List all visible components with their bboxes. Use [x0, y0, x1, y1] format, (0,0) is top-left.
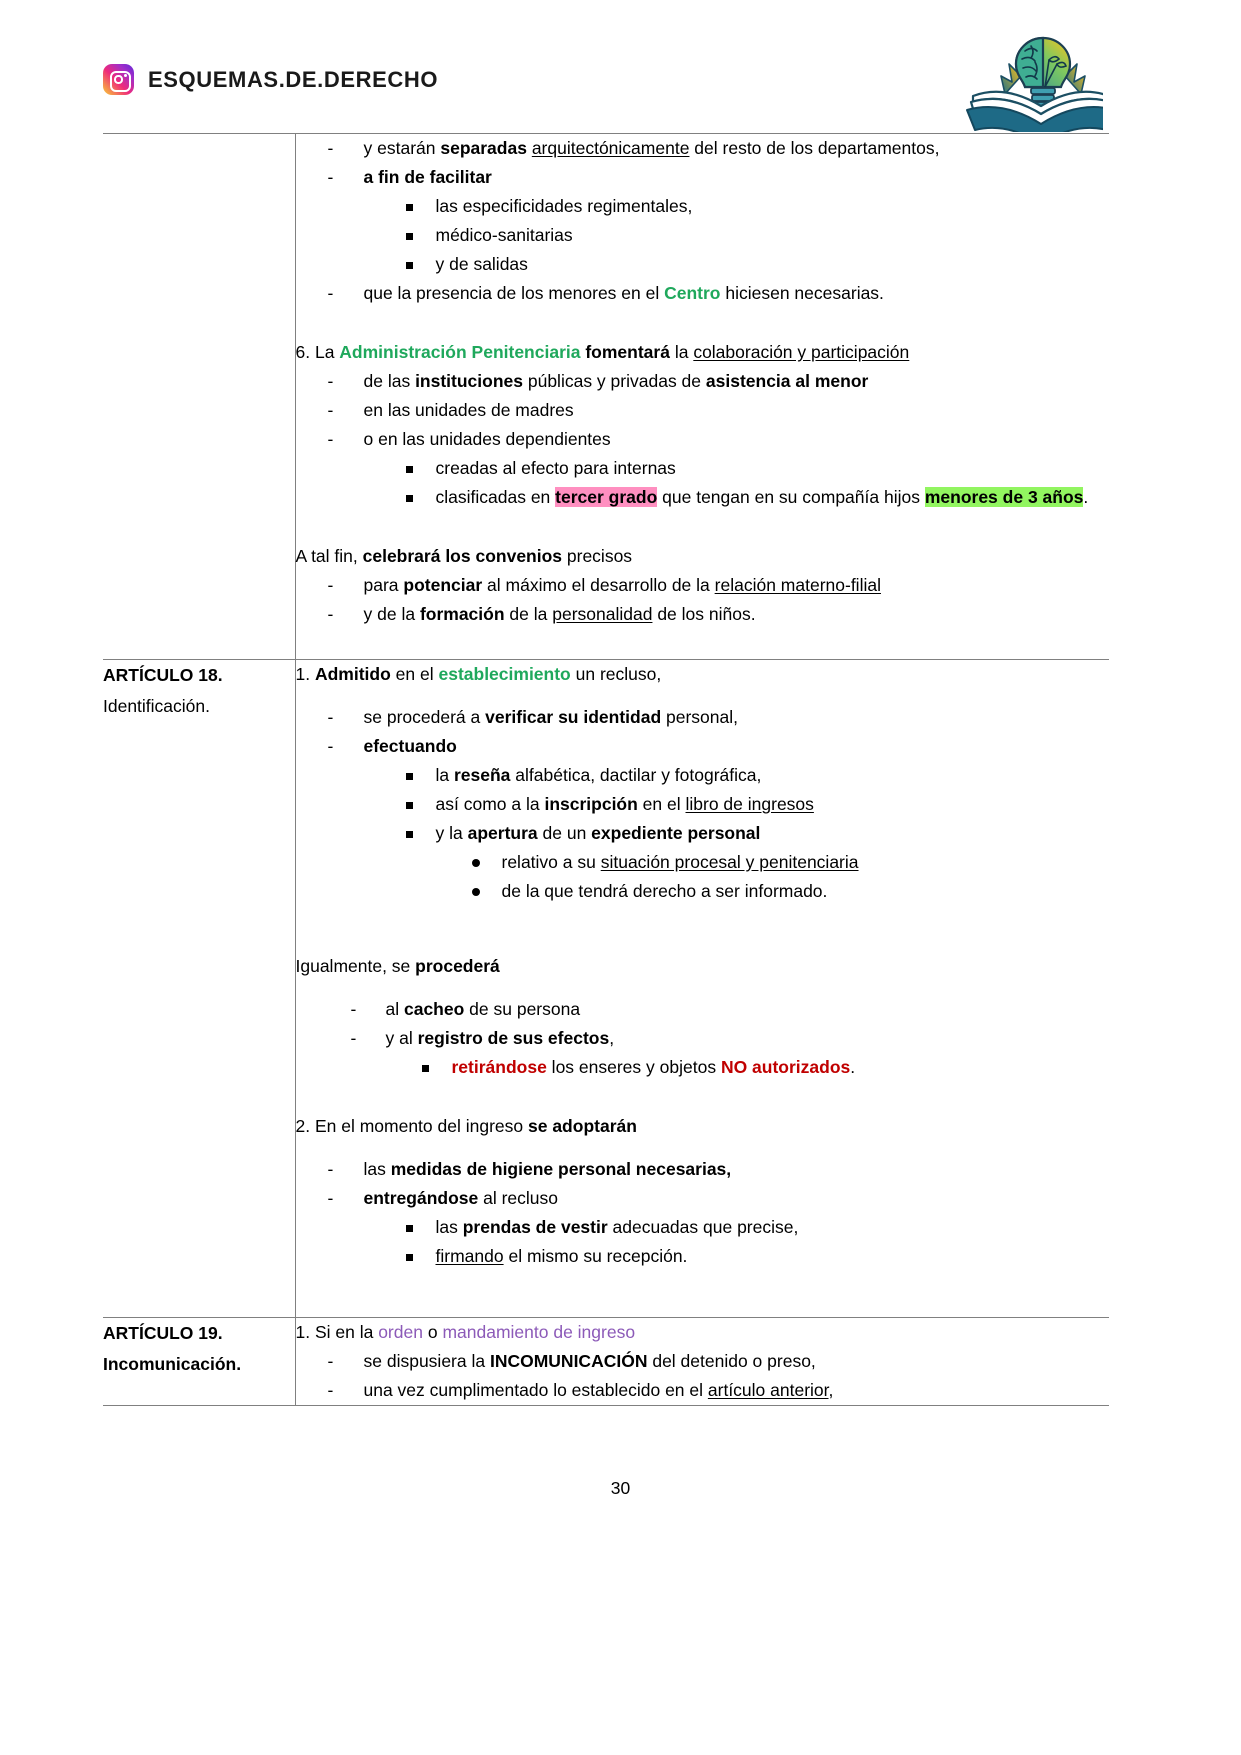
- list-level-2: [296, 1213, 1110, 1271]
- text-run: al máximo el desarrollo de la: [482, 575, 715, 595]
- text-run: del resto de los departamentos,: [689, 138, 940, 158]
- text-run-bold: celebrará los convenios: [362, 546, 563, 566]
- table-row: [103, 1318, 1109, 1406]
- text-run-bold: efectuando: [363, 736, 457, 756]
- text-run: una vez cumplimentado lo establecido en el: [363, 1380, 708, 1400]
- text-run: y estarán: [363, 138, 441, 158]
- article-label-cell: [103, 1318, 295, 1406]
- list-item: [296, 571, 1110, 600]
- text-run-underline: arquitectónicamente: [531, 138, 690, 158]
- text-run: y al: [385, 1028, 418, 1048]
- list-level-1: [296, 279, 1110, 308]
- text-run: del detenido o preso,: [647, 1351, 816, 1371]
- text-run: un recluso,: [570, 664, 662, 684]
- text-run-bold: INCOMUNICACIÓN: [489, 1351, 648, 1371]
- text-run-bold: verificar su identidad: [485, 707, 662, 727]
- text-run: de las: [363, 371, 416, 391]
- paragraph-1: [296, 660, 1110, 689]
- text-run: ,: [828, 1380, 834, 1400]
- text-run: de su persona: [464, 999, 581, 1019]
- text-run-bold: prendas de vestir: [462, 1217, 608, 1237]
- text-run: ,: [609, 1028, 615, 1048]
- list-level-1: [296, 571, 1110, 629]
- list-level-2: [296, 192, 1110, 279]
- text-run-purple: orden: [378, 1322, 423, 1342]
- list-item: [296, 1155, 1110, 1184]
- text-run-bold: cacheo: [403, 999, 465, 1019]
- list-item: creadas al efecto para internas: [296, 454, 1110, 483]
- text-run: o: [422, 1322, 443, 1342]
- list-item: y de salidas: [296, 250, 1110, 279]
- text-run: al recluso: [478, 1188, 559, 1208]
- text-run: hiciesen necesarias.: [720, 283, 884, 303]
- text-run-bold: se adoptarán: [528, 1116, 637, 1136]
- text-run: Igualmente, se: [295, 956, 416, 976]
- list-item: [296, 279, 1110, 308]
- text-run: .: [850, 1057, 856, 1077]
- articles-table: [103, 133, 1109, 1406]
- text-run: alfabética, dactilar y fotográfica,: [510, 765, 762, 785]
- page-header: [0, 24, 1241, 134]
- text-run: de la: [504, 604, 553, 624]
- article-content-cell: [295, 660, 1109, 1318]
- brand-block: [103, 64, 438, 95]
- text-run: públicas y privadas de: [523, 371, 706, 391]
- paragraph-atalfin: [296, 542, 1110, 571]
- text-run: 2. En el momento del ingreso: [295, 1116, 528, 1136]
- text-run-underline: firmando: [435, 1246, 504, 1266]
- list-level-2: [296, 761, 1110, 848]
- article-label-cell: [103, 660, 295, 1318]
- text-run: la: [669, 342, 694, 362]
- list-level-1: [296, 1155, 1110, 1213]
- text-run: 6. La: [295, 342, 340, 362]
- article-number: ARTÍCULO 18.: [103, 665, 223, 685]
- list-item: [296, 1376, 1110, 1405]
- text-run: y de la: [363, 604, 420, 624]
- text-run-bold: formación: [419, 604, 505, 624]
- list-level-2: [296, 1053, 1110, 1082]
- justified-text: [436, 483, 1110, 512]
- text-run: se dispusiera la: [363, 1351, 490, 1371]
- list-item: [296, 995, 1110, 1024]
- list-item: - o en las unidades dependientes: [296, 425, 1110, 454]
- list-item: [296, 163, 1110, 192]
- list-item: de la que tendrá derecho a ser informado.: [296, 877, 1110, 906]
- list-level-1: [296, 995, 1110, 1053]
- text-run-bold: potenciar: [403, 575, 483, 595]
- text-run-bold: a fin de facilitar: [363, 167, 492, 187]
- text-run: la: [435, 765, 454, 785]
- list-item: [296, 1053, 1110, 1082]
- list-item: [296, 1184, 1110, 1213]
- text-run-purple: mandamiento de ingreso: [442, 1322, 636, 1342]
- list-level-3: [296, 848, 1110, 906]
- list-level-2: [296, 454, 1110, 512]
- article-content-cell: [295, 134, 1109, 660]
- text-run: que la presencia de los menores en el: [363, 283, 665, 303]
- text-run: adecuadas que precise,: [607, 1217, 799, 1237]
- text-run: 1. Si en la: [295, 1322, 379, 1342]
- page-number: 30: [610, 1478, 631, 1498]
- brand-name: ESQUEMAS.DE.DERECHO: [148, 66, 439, 92]
- text-run-bold: entregándose: [363, 1188, 479, 1208]
- text-run: las: [363, 1159, 391, 1179]
- paragraph-6: [296, 338, 1110, 367]
- list-item: [296, 1213, 1110, 1242]
- text-run: de un: [537, 823, 592, 843]
- text-run-red: NO autorizados: [720, 1057, 851, 1077]
- text-run-bold: fomentará: [580, 342, 670, 362]
- text-run-underline: libro de ingresos: [685, 794, 814, 814]
- list-level-1: [296, 367, 1110, 454]
- text-run-bold: procederá: [415, 956, 500, 976]
- list-item: - en las unidades de madres: [296, 396, 1110, 425]
- list-item: [296, 819, 1110, 848]
- paragraph-1: [296, 1318, 1110, 1347]
- text-run: .: [1083, 487, 1089, 507]
- text-run: y la: [435, 823, 468, 843]
- list-item: [296, 600, 1110, 629]
- text-run: clasificadas en: [435, 487, 556, 507]
- text-run: relativo a su: [501, 852, 601, 872]
- text-run-underline: situación procesal y penitenciaria: [600, 852, 859, 872]
- table-row: [103, 134, 1109, 660]
- text-run: así como a la: [435, 794, 545, 814]
- text-run-underline: personalidad: [552, 604, 653, 624]
- list-item: [296, 761, 1110, 790]
- list-item: [296, 483, 1110, 512]
- text-run-bold: registro de sus efectos: [417, 1028, 610, 1048]
- list-level-1: [296, 703, 1110, 761]
- text-run-red: retirándose: [451, 1057, 547, 1077]
- text-run: en el: [390, 664, 439, 684]
- article-number: ARTÍCULO 19.: [103, 1323, 223, 1343]
- text-run-underline: artículo anterior: [707, 1380, 829, 1400]
- text-run-underline: colaboración y participación: [693, 342, 910, 362]
- text-run-green: Administración Penitenciaria: [339, 342, 581, 362]
- text-run-bold: separadas: [440, 138, 527, 158]
- text-run-bold: instituciones: [415, 371, 523, 391]
- text-run-bold: inscripción: [544, 794, 638, 814]
- list-level-1: [296, 134, 1110, 192]
- list-item: [296, 1347, 1110, 1376]
- list-item: [296, 848, 1110, 877]
- text-run: que tengan en su compañía hijos: [657, 487, 925, 507]
- list-item: [296, 1242, 1110, 1271]
- text-run: para: [363, 575, 404, 595]
- text-run: se procederá a: [363, 707, 486, 727]
- text-run-bold: Admitido: [314, 664, 391, 684]
- list-item: médico-sanitarias: [296, 221, 1110, 250]
- text-run: personal,: [661, 707, 738, 727]
- text-run-underline: relación materno-filial: [714, 575, 881, 595]
- table-row: [103, 660, 1109, 1318]
- paragraph-2: [296, 1112, 1110, 1141]
- list-item: [296, 790, 1110, 819]
- text-run-green: establecimiento: [438, 664, 571, 684]
- text-run: los enseres y objetos: [546, 1057, 721, 1077]
- text-run: al: [385, 999, 404, 1019]
- text-run: de los niños.: [652, 604, 756, 624]
- list-level-1: [296, 1347, 1110, 1405]
- text-run-bold: apertura: [467, 823, 538, 843]
- paragraph-igualmente: [296, 952, 1110, 981]
- text-run-bold: asistencia al menor: [705, 371, 869, 391]
- text-run: precisos: [562, 546, 633, 566]
- article-subtitle: Incomunicación.: [103, 1354, 242, 1374]
- text-run-bold: medidas de higiene personal necesarias,: [390, 1159, 732, 1179]
- text-run: A tal fin,: [295, 546, 363, 566]
- text-run-highlight-green: menores de 3 años: [924, 487, 1084, 507]
- list-item: las especificidades regimentales,: [296, 192, 1110, 221]
- list-item: [296, 703, 1110, 732]
- text-run-bold: expediente personal: [591, 823, 761, 843]
- article-label-cell: [103, 134, 295, 660]
- text-run: 1.: [295, 664, 315, 684]
- lightbulb-brain-book-logo: [913, 24, 1103, 132]
- text-run-bold: reseña: [453, 765, 511, 785]
- text-run: el mismo su recepción.: [503, 1246, 688, 1266]
- text-run-green: Centro: [664, 283, 721, 303]
- text-run: las: [435, 1217, 463, 1237]
- article-content-cell: [295, 1318, 1109, 1406]
- list-item: [296, 1024, 1110, 1053]
- text-run: en el: [637, 794, 686, 814]
- text-run-highlight-pink: tercer grado: [555, 487, 658, 507]
- list-item: [296, 367, 1110, 396]
- instagram-icon: [103, 64, 134, 95]
- list-item: [296, 732, 1110, 761]
- article-subtitle: Identificación.: [103, 696, 211, 716]
- list-item: [296, 134, 1110, 163]
